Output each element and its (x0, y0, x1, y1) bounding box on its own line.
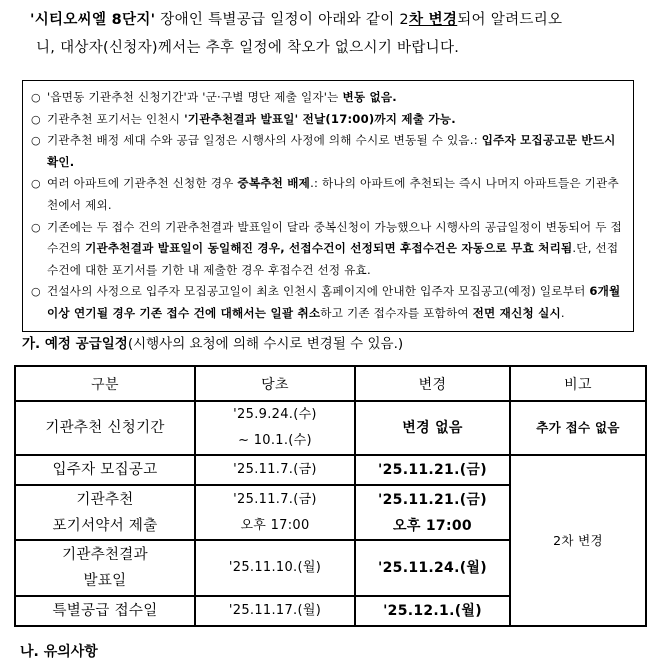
circle-bullet-icon: ○ (31, 112, 41, 126)
change-emphasis: 차 변경 (408, 12, 458, 28)
row-original: '25.11.10.(월) (195, 540, 355, 596)
table-row (15, 455, 646, 485)
header-category: 구분 (15, 366, 195, 401)
section-heading-precautions: 나. 유의사항 (20, 644, 98, 660)
intro-paragraph (30, 6, 645, 62)
row-changed: '25.11.21.(금) (355, 455, 510, 485)
notice-item: ○ 기관추천 포기서는 인천시 '기관추천결과 발표일' 전날(17:00)까지 제출 가능. (31, 109, 623, 131)
section-heading-schedule: 가. 예정 공급일정(시행사의 요청에 의해 수시로 변경될 수 있음.) (22, 336, 404, 352)
intro-line-2: 니, 대상자(신청자)께서는 추후 일정에 착오가 없으시기 바랍니다. (36, 40, 460, 56)
circle-bullet-icon: ○ (31, 91, 41, 104)
notice-item: ○ 여러 아파트에 기관추천 신청한 경우 중복추천 배제.: 하나의 아파트에 추천되는 즉시 나머지 아파트들은 기관추천에서 제외. (31, 173, 623, 216)
row-changed: 변경 없음 (355, 401, 510, 455)
row-label: 기관추천결과 발표일 (15, 540, 195, 596)
row-label: 입주자 모집공고 (15, 455, 195, 485)
header-original: 당초 (195, 366, 355, 401)
notice-item: ○ 건설사의 사정으로 입주자 모집공고일이 최초 인천시 홈페이지에 안내한 입주자 모집공고(예정) 일로부터 6개월 이상 연기될 경우 기존 접수 건에 대해서는 일괄 취소하고 기존 접수자를 포함하여 전면 재신청 실시. (31, 281, 623, 324)
header-changed: 변경 (355, 366, 510, 401)
intro-text-end: 되어 알려드리오 (457, 12, 563, 28)
row-label: 기관추천 신청기간 (15, 401, 195, 455)
intro-line-1 (30, 6, 645, 34)
table-row (15, 401, 646, 455)
notice-item: ○ '읍면동 기관추천 신청기간'과 '군·구별 명단 제출 일자'는 변동 없음. (31, 87, 623, 109)
intro-text: 장애인 특별공급 일정이 아래와 같이 2 (155, 12, 409, 28)
header-note: 비고 (510, 366, 646, 401)
row-original: '25.11.17.(월) (195, 596, 355, 626)
row-changed: '25.12.1.(월) (355, 596, 510, 626)
row-changed: '25.11.24.(월) (355, 540, 510, 596)
row-original: '25.9.24.(수) ~ 10.1.(수) (195, 401, 355, 455)
merged-note: 2차 변경 (510, 455, 646, 626)
circle-bullet-icon: ○ (31, 134, 41, 148)
notice-item: ○ 기존에는 두 접수 건의 기관추천결과 발표일이 달라 중복신청이 가능했으나 시행사의 공급일정이 변동되어 두 접수건의 기관추천결과 발표일이 동일해진 경우, 선접수건이 선정되면 후접수건은 자동으로 무효 처리됨.단, 선접수건에 대한 포기서를 기한 내 제출한 경우 후접수건 선정 유효. (31, 217, 623, 282)
circle-bullet-icon: ○ (31, 220, 41, 234)
row-note: 추가 접수 없음 (510, 401, 646, 455)
table-header-row (15, 366, 646, 401)
notice-box (22, 80, 634, 332)
circle-bullet-icon: ○ (31, 285, 41, 299)
circle-bullet-icon: ○ (31, 177, 41, 191)
row-changed: '25.11.21.(금) 오후 17:00 (355, 485, 510, 540)
notice-item: ○ 기관추천 배정 세대 수와 공급 일정은 시행사의 사정에 의해 수시로 변동될 수 있음.: 입주자 모집공고문 반드시 확인. (31, 130, 623, 173)
schedule-table (14, 365, 647, 627)
row-label: 기관추천 포기서약서 제출 (15, 485, 195, 540)
row-original: '25.11.7.(금) (195, 455, 355, 485)
complex-name: '시티오씨엘 8단지' (30, 12, 156, 28)
row-label: 특별공급 접수일 (15, 596, 195, 626)
row-original: '25.11.7.(금) 오후 17:00 (195, 485, 355, 540)
